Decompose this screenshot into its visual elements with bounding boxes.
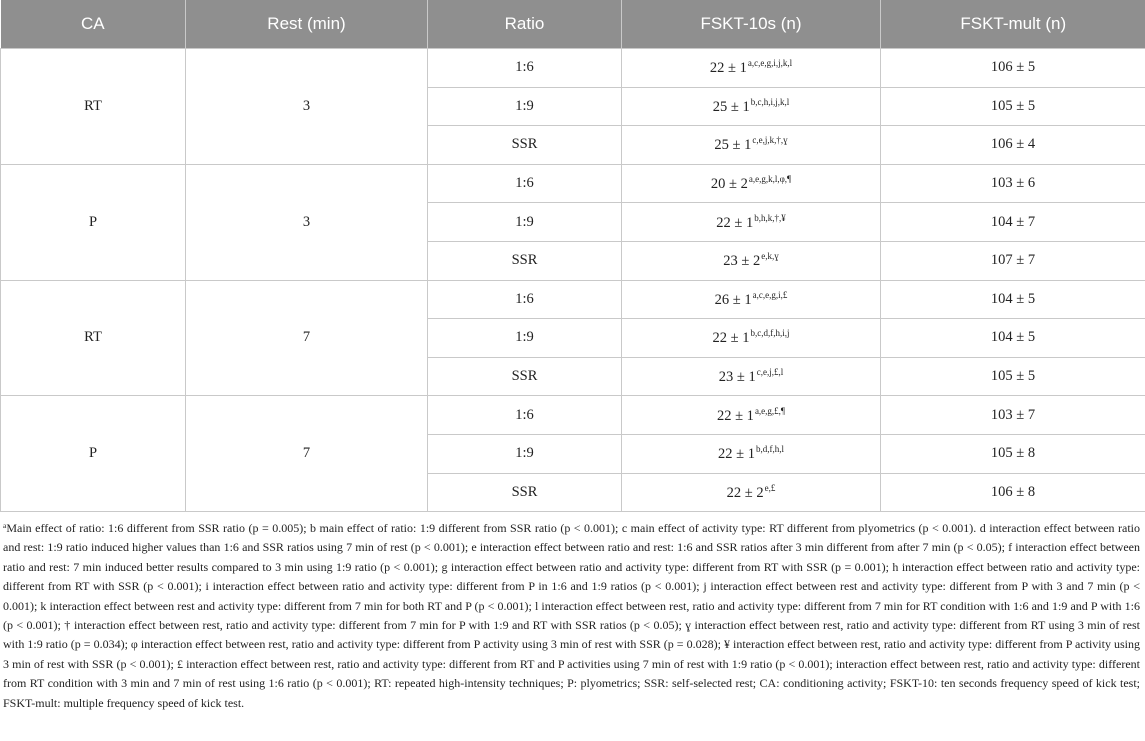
fsktmult-cell: 106 ± 4 bbox=[881, 126, 1145, 165]
fskt10-value: 22 ± 2 bbox=[726, 484, 764, 501]
fskt10-footnote-markers: b,d,f,h,l bbox=[755, 444, 784, 455]
ca-cell: P bbox=[1, 164, 186, 280]
fskt10-cell bbox=[622, 434, 881, 473]
fskt10-value: 20 ± 2 bbox=[710, 176, 748, 193]
fskt10-cell bbox=[622, 87, 881, 126]
footnote-marker: a bbox=[3, 521, 7, 530]
header-row bbox=[1, 0, 1145, 49]
fskt10-value: 22 ± 1 bbox=[716, 214, 754, 231]
rest-cell: 7 bbox=[186, 280, 428, 396]
ratio-cell: 1:6 bbox=[428, 49, 622, 88]
fskt10-cell bbox=[622, 49, 881, 88]
ratio-cell: 1:9 bbox=[428, 87, 622, 126]
header-fskt10: FSKT-10s (n) bbox=[622, 0, 881, 49]
fskt10-footnote-markers: a,e,g,k,l,φ,¶ bbox=[748, 174, 792, 185]
ratio-cell: SSR bbox=[428, 241, 622, 280]
fskt10-footnote-markers: a,e,g,£,¶ bbox=[754, 405, 786, 416]
header-ratio: Ratio bbox=[428, 0, 622, 49]
table-row bbox=[1, 396, 1145, 435]
rest-cell: 3 bbox=[186, 164, 428, 280]
footnote-text: Main effect of ratio: 1:6 different from SSR ratio (p = 0.005); b main effect of ratio: 1:9 different from SSR ratio (p < 0.001); c main effect of activity type: RT different from plyometrics (p < 0.001). d interaction effect between ratio and rest: 1:9 ratio induced higher values than 1:6 and SSR ratios using 7 min of rest (p < 0.001); e interaction effect between ratio and rest: 1:6 and SSR ratios after 3 min different from after 7 min (p < 0.05); f interaction effect between ratio and rest: 7 min induced better results compared to 3 min using 1:9 ratio (p < 0.001); g interaction effect between ratio and activity type: different from RT with SSR (p = 0.001); h interaction effect between ratio and activity type: different from RT with SSR (p < 0.001); i interaction effect between ratio and activity type: different from P in 1:6 and 1:9 ratios (p < 0.001); j interaction effect between rest and activity type: different from P with 3 and 7 min (p < 0.001); k interaction effect between rest and activity type: different from 7 min for both RT and P (p < 0.001); l interaction effect between rest, ratio and activity type: different from 7 min for RT condition with 1:6 and 1:9 and P with 1:6 (p < 0.001); † interaction effect between rest, ratio and activity type: different from 7 min for P with 1:9 and RT with SSR ratios (p < 0.05); ɣ interaction effect between rest, ratio and activity type: different from RT using 3 min of rest with 1:9 ratio (p = 0.034); φ interaction effect between rest, ratio and activity type: different from P activity using 3 min of rest with SSR (p = 0.028); ¥ interaction effect between rest, ratio and activity type: different from P activity using 3 min of rest with SSR (p < 0.001); £ interaction effect between rest, ratio and activity type: different from RT and P activities using 7 min of rest with 1:9 ratio (p < 0.001); interaction effect between rest, ratio and activity type: different from RT condition with 3 min and 7 min of rest using 1:6 ratio (p < 0.001); RT: repeated high-intensity techniques; P: plyometrics; SSR: self-selected rest; CA: conditioning activity; FSKT-10: ten seconds frequency speed of kick test; FSKT-mult: multiple frequency speed of kick test. bbox=[3, 521, 1140, 710]
ratio-cell: SSR bbox=[428, 357, 622, 396]
header-rest: Rest (min) bbox=[186, 0, 428, 49]
fskt10-cell bbox=[622, 280, 881, 319]
ratio-cell: 1:6 bbox=[428, 280, 622, 319]
fskt10-footnote-markers: a,c,e,g,i,j,k,l bbox=[747, 58, 793, 69]
fskt10-value: 23 ± 2 bbox=[723, 253, 761, 270]
fskt10-value: 23 ± 1 bbox=[718, 369, 756, 386]
ca-cell: RT bbox=[1, 280, 186, 396]
fskt10-cell bbox=[622, 164, 881, 203]
fskt10-cell bbox=[622, 126, 881, 165]
fsktmult-cell: 107 ± 7 bbox=[881, 241, 1145, 280]
fsktmult-cell: 104 ± 7 bbox=[881, 203, 1145, 242]
fskt10-cell bbox=[622, 241, 881, 280]
fskt10-cell bbox=[622, 473, 881, 512]
rest-cell: 3 bbox=[186, 49, 428, 165]
fskt10-footnote-markers: b,c,d,f,h,i,j bbox=[750, 328, 790, 339]
fskt10-value: 22 ± 1 bbox=[712, 330, 750, 347]
ratio-cell: 1:6 bbox=[428, 164, 622, 203]
fsktmult-cell: 104 ± 5 bbox=[881, 280, 1145, 319]
ratio-cell: 1:9 bbox=[428, 203, 622, 242]
fsktmult-cell: 103 ± 7 bbox=[881, 396, 1145, 435]
header-ca: CA bbox=[1, 0, 186, 49]
fskt10-value: 25 ± 1 bbox=[712, 98, 750, 115]
fskt10-footnote-markers: b,c,h,i,j,k,l bbox=[750, 96, 790, 107]
header-fsktmult: FSKT-mult (n) bbox=[881, 0, 1145, 49]
fsktmult-cell: 104 ± 5 bbox=[881, 319, 1145, 358]
ratio-cell: SSR bbox=[428, 473, 622, 512]
fskt10-cell bbox=[622, 396, 881, 435]
table-row bbox=[1, 280, 1145, 319]
fsktmult-cell: 105 ± 5 bbox=[881, 87, 1145, 126]
ratio-cell: 1:6 bbox=[428, 396, 622, 435]
fskt10-value: 22 ± 1 bbox=[718, 446, 755, 463]
ca-cell: P bbox=[1, 396, 186, 512]
fskt10-value: 25 ± 1 bbox=[714, 137, 752, 154]
fskt10-footnote-markers: b,h,k,†,¥ bbox=[754, 212, 786, 223]
fskt10-cell bbox=[622, 203, 881, 242]
ratio-cell: SSR bbox=[428, 126, 622, 165]
fskt10-cell bbox=[622, 319, 881, 358]
fskt10-value: 26 ± 1 bbox=[714, 291, 752, 308]
table-footnote bbox=[3, 516, 1140, 713]
fsktmult-cell: 106 ± 5 bbox=[881, 49, 1145, 88]
fsktmult-cell: 105 ± 5 bbox=[881, 357, 1145, 396]
ca-cell: RT bbox=[1, 49, 186, 165]
ratio-cell: 1:9 bbox=[428, 434, 622, 473]
table-row bbox=[1, 164, 1145, 203]
fsktmult-cell: 105 ± 8 bbox=[881, 434, 1145, 473]
fskt10-footnote-markers: c,e,j,£,l bbox=[756, 367, 784, 378]
fskt10-footnote-markers: a,c,e,g,i,£ bbox=[752, 289, 788, 300]
fskt10-value: 22 ± 1 bbox=[709, 60, 747, 77]
fsktmult-cell: 103 ± 6 bbox=[881, 164, 1145, 203]
table-row bbox=[1, 49, 1145, 88]
fsktmult-cell: 106 ± 8 bbox=[881, 473, 1145, 512]
fskt10-cell bbox=[622, 357, 881, 396]
fskt10-footnote-markers: e,k,ɣ bbox=[761, 251, 779, 262]
fskt10-footnote-markers: c,e,j,k,†,ɣ bbox=[752, 135, 788, 146]
fskt10-footnote-markers: e,£ bbox=[764, 482, 776, 493]
fskt10-value: 22 ± 1 bbox=[716, 407, 754, 424]
ratio-cell: 1:9 bbox=[428, 319, 622, 358]
rest-cell: 7 bbox=[186, 396, 428, 512]
